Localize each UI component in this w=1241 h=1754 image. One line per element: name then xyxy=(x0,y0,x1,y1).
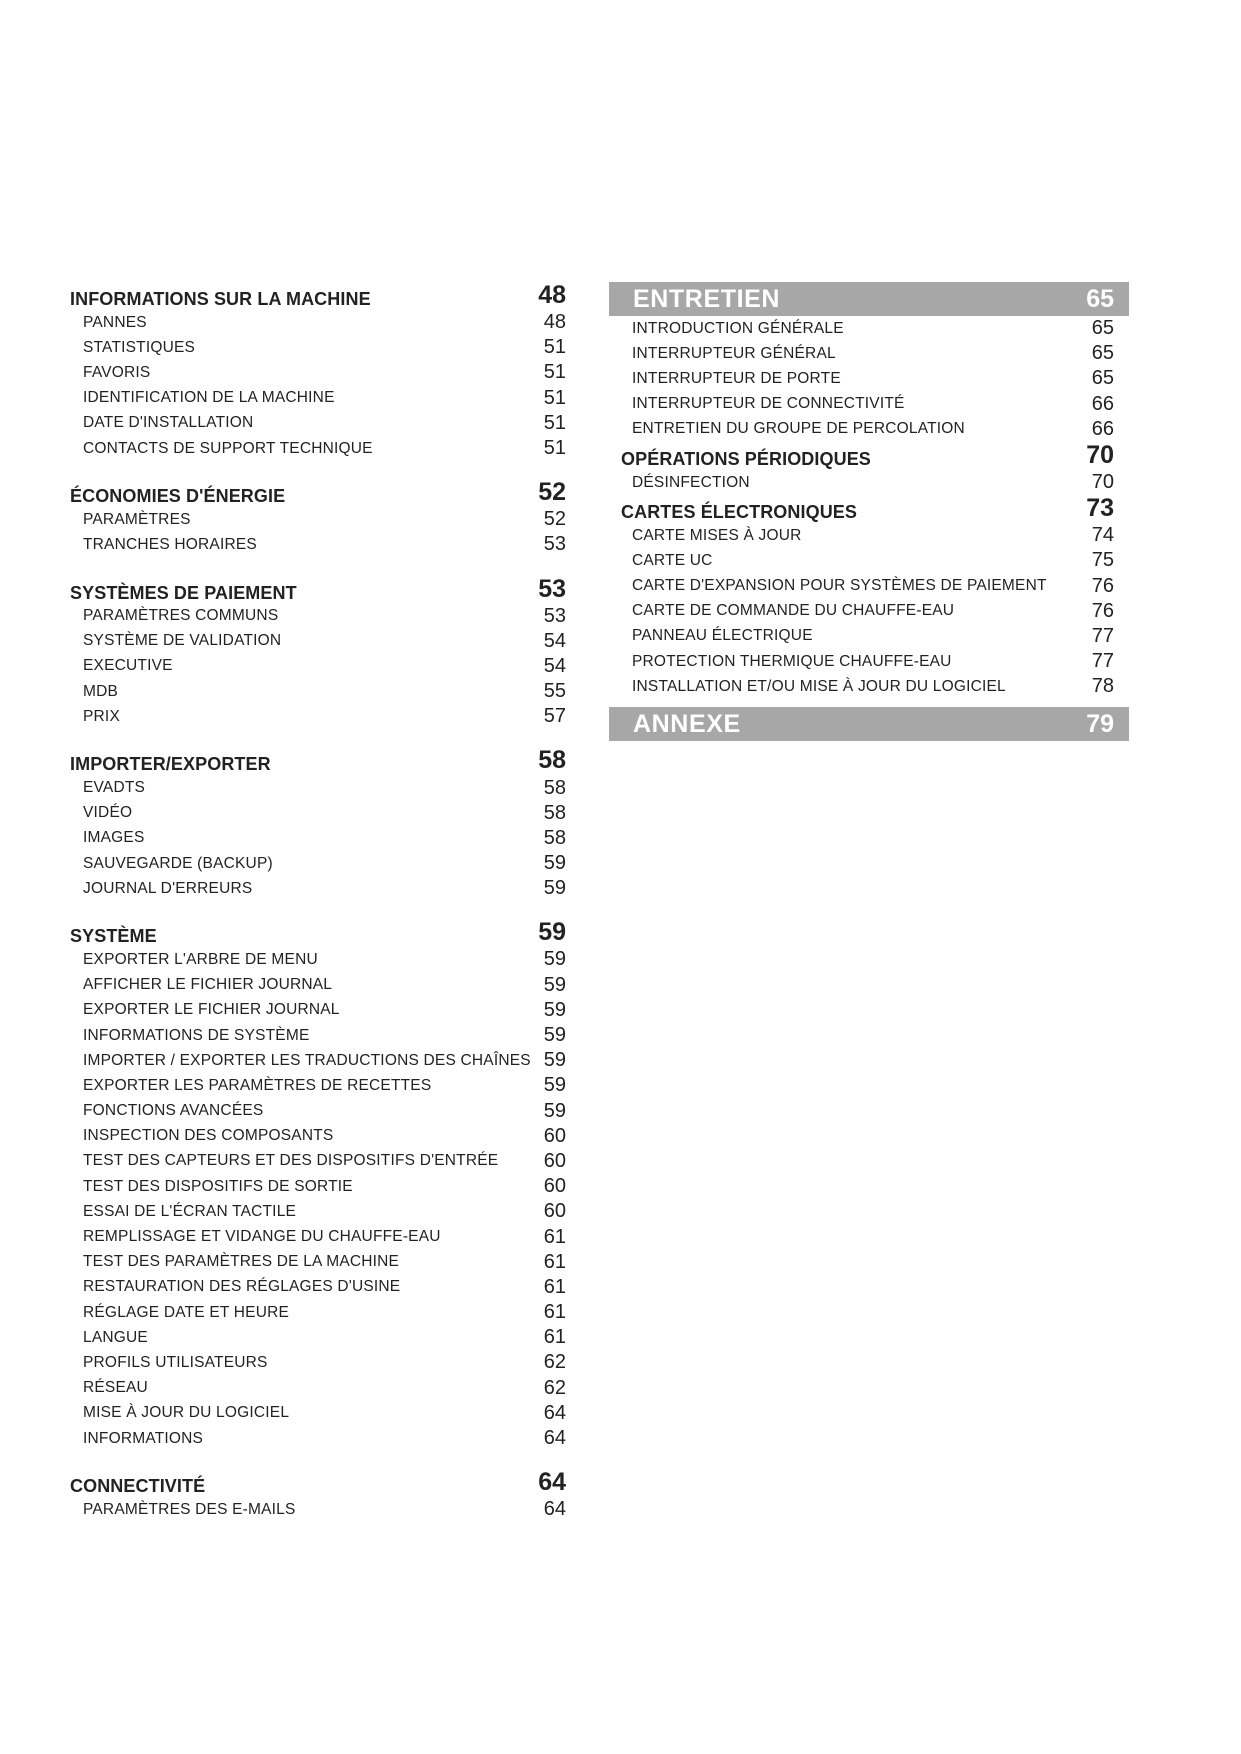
toc-entry-title: PROTECTION THERMIQUE CHAUFFE-EAU xyxy=(632,652,952,670)
chapter-bar-annexe[interactable] xyxy=(609,707,1129,741)
toc-entry-title: PROFILS UTILISATEURS xyxy=(83,1353,268,1371)
toc-entry-title: CARTE DE COMMANDE DU CHAUFFE-EAU xyxy=(632,602,955,620)
toc-section-heading-page: 53 xyxy=(538,574,566,603)
toc-section-heading-title: SYSTÈMES DE PAIEMENT xyxy=(70,582,297,603)
toc-left-column xyxy=(70,282,566,1522)
toc-entry-title: CONTACTS DE SUPPORT TECHNIQUE xyxy=(83,439,373,457)
toc-entry-title: EXPORTER LE FICHIER JOURNAL xyxy=(83,1001,340,1019)
toc-entry[interactable] xyxy=(70,876,566,901)
toc-entry-title: JOURNAL D'ERREURS xyxy=(83,879,253,897)
toc-entry[interactable] xyxy=(609,392,1129,417)
toc-entry-title: IMPORTER / EXPORTER LES TRADUCTIONS DES CHAÎNES xyxy=(83,1051,531,1069)
toc-entry-page: 61 xyxy=(543,1225,566,1248)
toc-entry-title: IDENTIFICATION DE LA MACHINE xyxy=(83,389,335,407)
toc-entry-title: PANNEAU ÉLECTRIQUE xyxy=(632,627,813,645)
toc-entry-page: 48 xyxy=(543,311,566,334)
chapter-page: 79 xyxy=(1086,709,1114,738)
toc-entry-page: 75 xyxy=(1091,549,1114,572)
toc-entry[interactable] xyxy=(70,1325,566,1350)
toc-entry[interactable] xyxy=(70,1376,566,1401)
toc-entry-title: REMPLISSAGE ET VIDANGE DU CHAUFFE-EAU xyxy=(83,1228,441,1246)
toc-entry-title: CARTE UC xyxy=(632,551,713,569)
toc-entry[interactable] xyxy=(70,775,566,800)
toc-section-heading-title: CARTES ÉLECTRONIQUES xyxy=(621,502,858,523)
toc-section-heading-title: INFORMATIONS SUR LA MACHINE xyxy=(70,289,371,309)
toc-entry[interactable] xyxy=(70,1497,566,1522)
toc-entry[interactable] xyxy=(70,1401,566,1426)
toc-entry[interactable] xyxy=(70,1099,566,1124)
toc-entry-title: STATISTIQUES xyxy=(83,338,196,356)
toc-entry-title: TEST DES PARAMÈTRES DE LA MACHINE xyxy=(83,1253,400,1271)
toc-entry-page: 52 xyxy=(543,508,566,531)
toc-entry[interactable] xyxy=(70,360,566,385)
toc-entry-title: ENTRETIEN DU GROUPE DE PERCOLATION xyxy=(632,420,965,438)
toc-entry-title: PANNES xyxy=(83,313,147,331)
toc-entry-page: 58 xyxy=(543,776,566,799)
toc-entry[interactable] xyxy=(70,851,566,876)
toc-entry-page: 76 xyxy=(1091,599,1114,622)
toc-entry-title: INTERRUPTEUR DE CONNECTIVITÉ xyxy=(632,395,905,413)
toc-entry-title: INFORMATIONS DE SYSTÈME xyxy=(83,1026,310,1044)
toc-entry-title: IMAGES xyxy=(83,829,145,847)
toc-entry-page: 59 xyxy=(543,852,566,875)
section-operations-periodiques xyxy=(609,442,1129,495)
toc-entry[interactable] xyxy=(70,679,566,704)
toc-entry[interactable] xyxy=(609,624,1129,649)
toc-entry-title: TRANCHES HORAIRES xyxy=(83,535,257,553)
toc-section-heading[interactable] xyxy=(70,576,566,604)
toc-entry-title: VIDÉO xyxy=(83,804,133,822)
toc-entry-page: 59 xyxy=(543,1024,566,1047)
toc-entry-title: EXPORTER LES PARAMÈTRES DE RECETTES xyxy=(83,1076,432,1094)
toc-entry-title: AFFICHER LE FICHIER JOURNAL xyxy=(83,976,333,994)
toc-entry-title: EVADTS xyxy=(83,779,146,797)
toc-entry-page: 70 xyxy=(1091,471,1114,494)
toc-entry-page: 57 xyxy=(543,705,566,728)
toc-entry-title: FONCTIONS AVANCÉES xyxy=(83,1102,264,1120)
chapter-title: ANNEXE xyxy=(633,709,741,738)
toc-entry[interactable] xyxy=(70,335,566,360)
toc-entry[interactable] xyxy=(70,1224,566,1249)
toc-section-heading-page: 48 xyxy=(538,281,566,309)
entretien-entries xyxy=(609,316,1129,442)
toc-entry-page: 60 xyxy=(543,1175,566,1198)
toc-entry[interactable] xyxy=(70,604,566,629)
toc-entry-title: TEST DES DISPOSITIFS DE SORTIE xyxy=(83,1177,353,1195)
toc-entry-page: 60 xyxy=(543,1124,566,1147)
toc-entry-page: 59 xyxy=(543,948,566,971)
toc-entry-page: 61 xyxy=(543,1275,566,1298)
toc-entry-title: EXECUTIVE xyxy=(83,657,173,675)
toc-entry-title: CARTE MISES À JOUR xyxy=(632,526,802,544)
toc-entry-title: INTRODUCTION GÉNÉRALE xyxy=(632,319,844,337)
toc-entry[interactable] xyxy=(70,1149,566,1174)
toc-section-heading[interactable] xyxy=(609,442,1129,470)
toc-entry-title: PARAMÈTRES COMMUNS xyxy=(83,607,279,625)
toc-entry-page: 65 xyxy=(1091,367,1114,390)
toc-entry-title: INTERRUPTEUR DE PORTE xyxy=(632,369,841,387)
toc-entry-page: 54 xyxy=(543,654,566,677)
toc-section-heading[interactable] xyxy=(70,282,566,310)
toc-entry-page: 61 xyxy=(543,1250,566,1273)
toc-entry-title: DATE D'INSTALLATION xyxy=(83,414,254,432)
toc-entry[interactable] xyxy=(70,1350,566,1375)
toc-entry-title: RÉSEAU xyxy=(83,1379,148,1397)
toc-entry-page: 74 xyxy=(1091,524,1114,547)
toc-section-heading-title: CONNECTIVITÉ xyxy=(70,1476,206,1497)
toc-entry[interactable] xyxy=(609,366,1129,391)
toc-section-heading-page: 64 xyxy=(538,1468,566,1497)
toc-entry-page: 61 xyxy=(543,1301,566,1324)
toc-entry[interactable] xyxy=(609,341,1129,366)
toc-entry-title: ESSAI DE L'ÉCRAN TACTILE xyxy=(83,1202,297,1220)
toc-entry-title: TEST DES CAPTEURS ET DES DISPOSITIFS D'ENTRÉE xyxy=(83,1152,499,1170)
toc-entry-page: 78 xyxy=(1091,675,1114,698)
toc-section-heading-title: OPÉRATIONS PÉRIODIQUES xyxy=(621,448,871,469)
toc-entry[interactable] xyxy=(609,574,1129,599)
toc-entry-page: 59 xyxy=(543,1099,566,1122)
toc-entry-page: 66 xyxy=(1091,392,1114,415)
toc-entry[interactable] xyxy=(609,470,1129,495)
toc-section-heading-page: 52 xyxy=(538,478,566,507)
toc-entry[interactable] xyxy=(609,417,1129,442)
toc-entry[interactable] xyxy=(609,599,1129,624)
toc-entry-title: INSPECTION DES COMPOSANTS xyxy=(83,1127,334,1145)
toc-entry-title: PRIX xyxy=(83,707,120,725)
toc-entry[interactable] xyxy=(70,1124,566,1149)
toc-entry[interactable] xyxy=(609,548,1129,573)
toc-section-heading-title: IMPORTER/EXPORTER xyxy=(70,754,271,775)
toc-entry[interactable] xyxy=(70,1426,566,1451)
toc-entry-page: 58 xyxy=(543,826,566,849)
chapter-page: 65 xyxy=(1086,284,1114,313)
toc-entry[interactable] xyxy=(70,507,566,532)
toc-entry[interactable] xyxy=(70,704,566,729)
toc-entry[interactable] xyxy=(70,826,566,851)
toc-entry-page: 51 xyxy=(543,411,566,434)
toc-entry[interactable] xyxy=(70,1275,566,1300)
toc-entry[interactable] xyxy=(609,316,1129,341)
toc-entry[interactable] xyxy=(70,1250,566,1275)
toc-entry-page: 59 xyxy=(543,998,566,1021)
toc-section-heading-page: 73 xyxy=(1086,494,1114,523)
toc-entry[interactable] xyxy=(70,1048,566,1073)
toc-section-heading-page: 59 xyxy=(538,918,566,947)
toc-entry-title: PARAMÈTRES DES E-MAILS xyxy=(83,1500,296,1518)
toc-section-heading-page: 70 xyxy=(1086,440,1114,469)
toc-entry-page: 62 xyxy=(543,1376,566,1399)
toc-entry-title: MISE À JOUR DU LOGICIEL xyxy=(83,1404,290,1422)
toc-entry[interactable] xyxy=(609,523,1129,548)
toc-entry[interactable] xyxy=(70,386,566,411)
toc-entry[interactable] xyxy=(70,1174,566,1199)
section-cartes-electroniques xyxy=(609,495,1129,699)
toc-entry[interactable] xyxy=(70,532,566,557)
toc-entry-page: 60 xyxy=(543,1149,566,1172)
toc-entry[interactable] xyxy=(70,1199,566,1224)
toc-entry-title: RÉGLAGE DATE ET HEURE xyxy=(83,1303,290,1321)
toc-entry-page: 51 xyxy=(543,386,566,409)
toc-entry[interactable] xyxy=(70,310,566,335)
toc-entry[interactable] xyxy=(70,654,566,679)
toc-entry-page: 53 xyxy=(543,604,566,627)
toc-entry-title: INSTALLATION ET/OU MISE À JOUR DU LOGICIEL xyxy=(632,677,1006,695)
toc-entry-title: DÉSINFECTION xyxy=(632,473,750,491)
toc-entry-page: 65 xyxy=(1091,342,1114,365)
toc-entry-title: PARAMÈTRES xyxy=(83,510,191,528)
toc-right-column xyxy=(609,282,1129,741)
toc-entry-page: 64 xyxy=(543,1498,566,1521)
toc-section-heading-title: SYSTÈME xyxy=(70,926,157,947)
toc-section-heading[interactable] xyxy=(70,479,566,507)
toc-section-heading-title: ÉCONOMIES D'ÉNERGIE xyxy=(70,486,286,507)
toc-entry-page: 51 xyxy=(543,336,566,359)
toc-entry[interactable] xyxy=(70,411,566,436)
toc-entry-page: 53 xyxy=(543,533,566,556)
toc-entry[interactable] xyxy=(70,998,566,1023)
toc-entry-page: 58 xyxy=(543,801,566,824)
toc-entry-title: RESTAURATION DES RÉGLAGES D'USINE xyxy=(83,1278,401,1296)
toc-section-heading-page: 58 xyxy=(538,746,566,775)
toc-entry-page: 64 xyxy=(543,1427,566,1450)
toc-entry-title: CARTE D'EXPANSION POUR SYSTÈMES DE PAIEMENT xyxy=(632,577,1047,595)
toc-entry-page: 61 xyxy=(543,1326,566,1349)
toc-entry-title: SYSTÈME DE VALIDATION xyxy=(83,632,282,650)
toc-entry-page: 77 xyxy=(1091,624,1114,647)
toc-entry-title: FAVORIS xyxy=(83,363,151,381)
toc-entry[interactable] xyxy=(70,629,566,654)
toc-entry-page: 64 xyxy=(543,1401,566,1424)
toc-entry-page: 65 xyxy=(1091,317,1114,340)
toc-entry-page: 54 xyxy=(543,629,566,652)
toc-entry-page: 66 xyxy=(1091,417,1114,440)
toc-entry-page: 60 xyxy=(543,1200,566,1223)
toc-entry-page: 62 xyxy=(543,1351,566,1374)
toc-entry-page: 55 xyxy=(543,680,566,703)
chapter-title: ENTRETIEN xyxy=(633,284,781,313)
toc-entry[interactable] xyxy=(609,674,1129,699)
toc-entry-title: INTERRUPTEUR GÉNÉRAL xyxy=(632,344,836,362)
toc-section-heading[interactable] xyxy=(609,495,1129,523)
toc-entry[interactable] xyxy=(70,436,566,461)
toc-entry[interactable] xyxy=(609,649,1129,674)
toc-entry[interactable] xyxy=(70,1073,566,1098)
toc-entry-title: MDB xyxy=(83,682,119,700)
toc-entry-title: INFORMATIONS xyxy=(83,1429,204,1447)
toc-entry-page: 59 xyxy=(543,973,566,996)
toc-entry[interactable] xyxy=(70,947,566,972)
toc-entry-page: 59 xyxy=(543,1049,566,1072)
toc-entry[interactable] xyxy=(70,801,566,826)
toc-entry-page: 59 xyxy=(543,877,566,900)
toc-entry[interactable] xyxy=(70,973,566,998)
toc-entry-page: 51 xyxy=(543,361,566,384)
toc-section-heading[interactable] xyxy=(70,747,566,775)
toc-entry-page: 59 xyxy=(543,1074,566,1097)
toc-entry-page: 77 xyxy=(1091,650,1114,673)
toc-entry-title: LANGUE xyxy=(83,1328,148,1346)
toc-section-heading[interactable] xyxy=(70,1469,566,1497)
toc-section-heading[interactable] xyxy=(70,919,566,947)
toc-entry-page: 76 xyxy=(1091,574,1114,597)
toc-entry-page: 51 xyxy=(543,437,566,460)
toc-entry[interactable] xyxy=(70,1300,566,1325)
toc-entry[interactable] xyxy=(70,1023,566,1048)
toc-entry-title: SAUVEGARDE (BACKUP) xyxy=(83,854,273,872)
chapter-bar-entretien[interactable] xyxy=(609,282,1129,316)
toc-entry-title: EXPORTER L'ARBRE DE MENU xyxy=(83,950,318,968)
